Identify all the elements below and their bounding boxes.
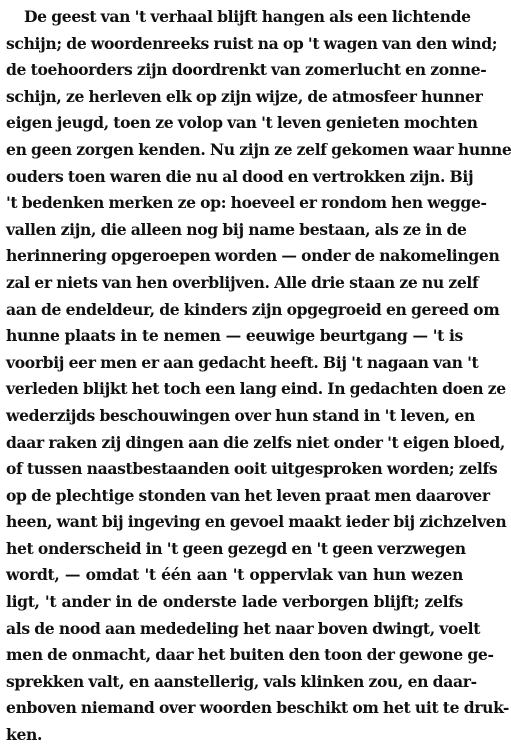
text-line: De geest van 't verhaal blijft hangen als een lichtende — [24, 7, 471, 26]
text-line: en geen zorgen kenden. Nu zijn ze zelf gekomen waar hunne — [6, 139, 511, 159]
text-line: het onderscheid in 't geen gezegd en 't geen verzwegen — [6, 538, 466, 558]
text-line: enboven niemand over woorden beschikt om het uit te druk- — [6, 698, 510, 718]
text-line: wederzijds beschouwingen over hun stand in 't leven, en — [6, 405, 475, 425]
text-line: ouders toen waren die nu al dood en vertrokken zijn. Bij — [6, 166, 474, 186]
text-line: verleden blijkt het toch een lang eind. In gedachten doen ze — [6, 379, 506, 399]
text-line: voorbij eer men er aan gedacht heeft. Bij 't nagaan van 't — [6, 352, 479, 372]
text-line: als de nood aan mededeling het naar boven dwingt, voelt — [6, 618, 481, 638]
text-line: ligt, 't ander in de onderste lade verborgen blijft; zelfs — [6, 592, 463, 612]
text-line: herinnering opgeroepen worden — onder de nakomelingen — [6, 246, 500, 266]
text-line: vallen zijn, die alleen nog bij name bestaan, als ze in de — [6, 219, 467, 239]
text-line: men de onmacht, daar het buiten den toon der gewone ge- — [6, 645, 494, 665]
text-line: op de plechtige stonden van het leven praat men daarover — [6, 485, 490, 505]
text-line: of tussen naastbestaanden ooit uitgesproken worden; zelfs — [6, 459, 498, 479]
text-line: heen, want bij ingeving en gevoel maakt ieder bij zichzelven — [6, 512, 507, 532]
text-line: schijn; de woordenreeks ruist na op 't wagen van den wind; — [6, 33, 498, 53]
text-line: hunne plaats in te nemen — eeuwige beurtgang — 't is — [6, 326, 463, 346]
text-line: ken. — [6, 725, 43, 745]
text-line: de toehoorders zijn doordrenkt van zomerlucht en zonne- — [6, 60, 487, 80]
text-line: schijn, ze herleven elk op zijn wijze, de atmosfeer hunner — [6, 86, 483, 106]
text-line: wordt, — omdat 't één aan 't oppervlak van hun wezen — [6, 565, 463, 585]
text-line: zal er niets van hen overblijven. Alle drie staan ze nu zelf — [6, 272, 479, 292]
text-line: eigen jeugd, toen ze volop van 't leven genieten mochten — [6, 113, 478, 133]
text-line: 't bedenken merken ze op: hoeveel er rondom hen wegge- — [6, 193, 487, 213]
text-line: sprekken valt, en aanstellerig, vals klinken zou, en daar- — [6, 671, 477, 691]
text-line: aan de endeldeur, de kinders zijn opgegroeid en gereed om — [6, 299, 500, 319]
text-line: daar raken zij dingen aan die zelfs niet onder 't eigen bloed, — [6, 432, 505, 452]
